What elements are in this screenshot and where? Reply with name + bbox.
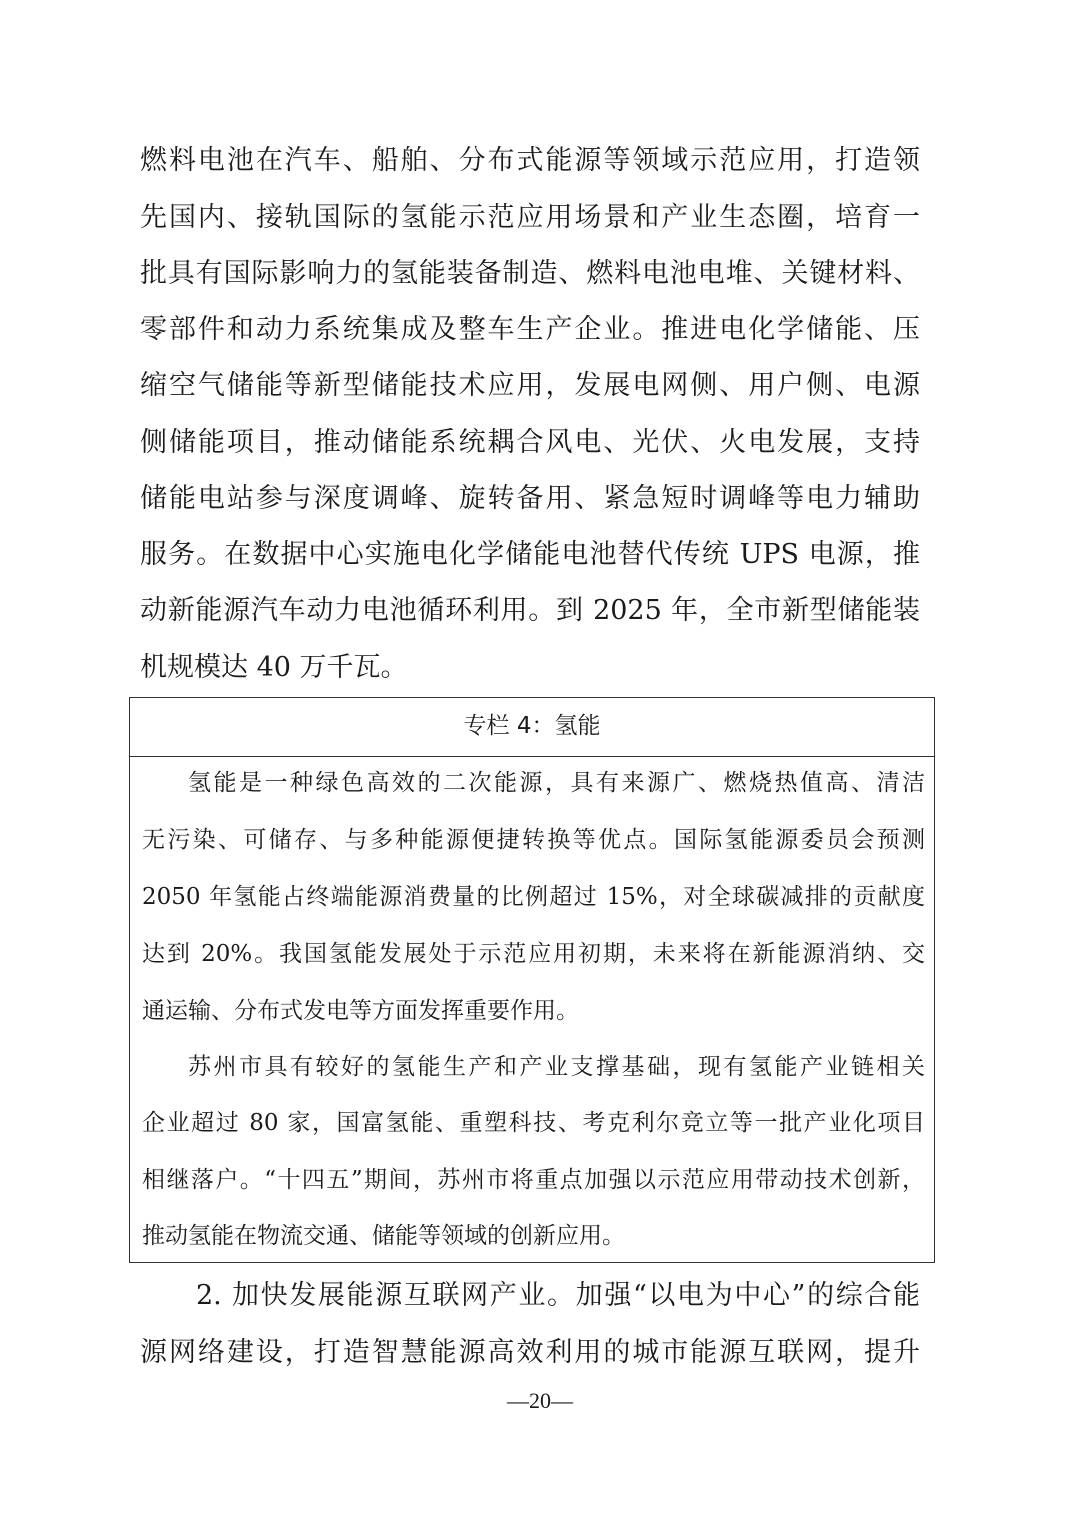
text-line: 服务。在数据中心实施电化学储能电池替代传统 UPS 电源，推 [140, 539, 920, 570]
text-line: 侧储能项目，推动储能系统耦合风电、光伏、火电发展，支持 [140, 427, 920, 458]
text-line: 缩空气储能等新型储能技术应用，发展电网侧、用户侧、电源 [140, 370, 920, 401]
text-line: 动新能源汽车动力电池循环利用。到 2025 年，全市新型储能装 [140, 595, 920, 626]
box-text-line: 苏州市具有较好的氢能生产和产业支撑基础，现有氢能产业链相关 [188, 1054, 925, 1080]
text-line: 批具有国际影响力的氢能装备制造、燃料电池电堆、关键材料、 [140, 258, 920, 289]
column-box-title: 专栏 4：氢能 [130, 698, 934, 757]
text-line: 零部件和动力系统集成及整车生产企业。推进电化学储能、压 [140, 314, 920, 345]
text-line: 燃料电池在汽车、船舶、分布式能源等领域示范应用，打造领 [140, 145, 920, 176]
box-text-line: 无污染、可储存、与多种能源便捷转换等优点。国际氢能源委员会预测 [142, 827, 925, 853]
text-line: 机规模达 40 万千瓦。 [140, 652, 408, 683]
box-text-line: 企业超过 80 家，国富氢能、重塑科技、考克利尔竞立等一批产业化项目 [142, 1110, 925, 1136]
box-text-line: 2050 年氢能占终端能源消费量的比例超过 15%，对全球碳减排的贡献度 [142, 884, 925, 910]
column-box [129, 697, 935, 1263]
text-line: 储能电站参与深度调峰、旋转备用、紧急短时调峰等电力辅助 [140, 483, 920, 514]
box-text-line: 推动氢能在物流交通、储能等领域的创新应用。 [142, 1223, 625, 1249]
box-text-line: 相继落户。“十四五”期间，苏州市将重点加强以示范应用带动技术创新， [142, 1167, 925, 1193]
text-line: 源网络建设，打造智慧能源高效利用的城市能源互联网，提升 [140, 1337, 920, 1368]
box-text-line: 达到 20%。我国氢能发展处于示范应用初期，未来将在新能源消纳、交 [142, 941, 925, 967]
section-heading-line: 2. 加快发展能源互联网产业。加强“以电为中心”的综合能 [196, 1280, 920, 1311]
box-text-line: 氢能是一种绿色高效的二次能源，具有来源广、燃烧热值高、清洁 [188, 770, 925, 796]
text-line: 先国内、接轨国际的氢能示范应用场景和产业生态圈，培育一 [140, 202, 920, 233]
box-text-line: 通运输、分布式发电等方面发挥重要作用。 [142, 998, 579, 1024]
page-number: —20— [507, 1388, 573, 1413]
